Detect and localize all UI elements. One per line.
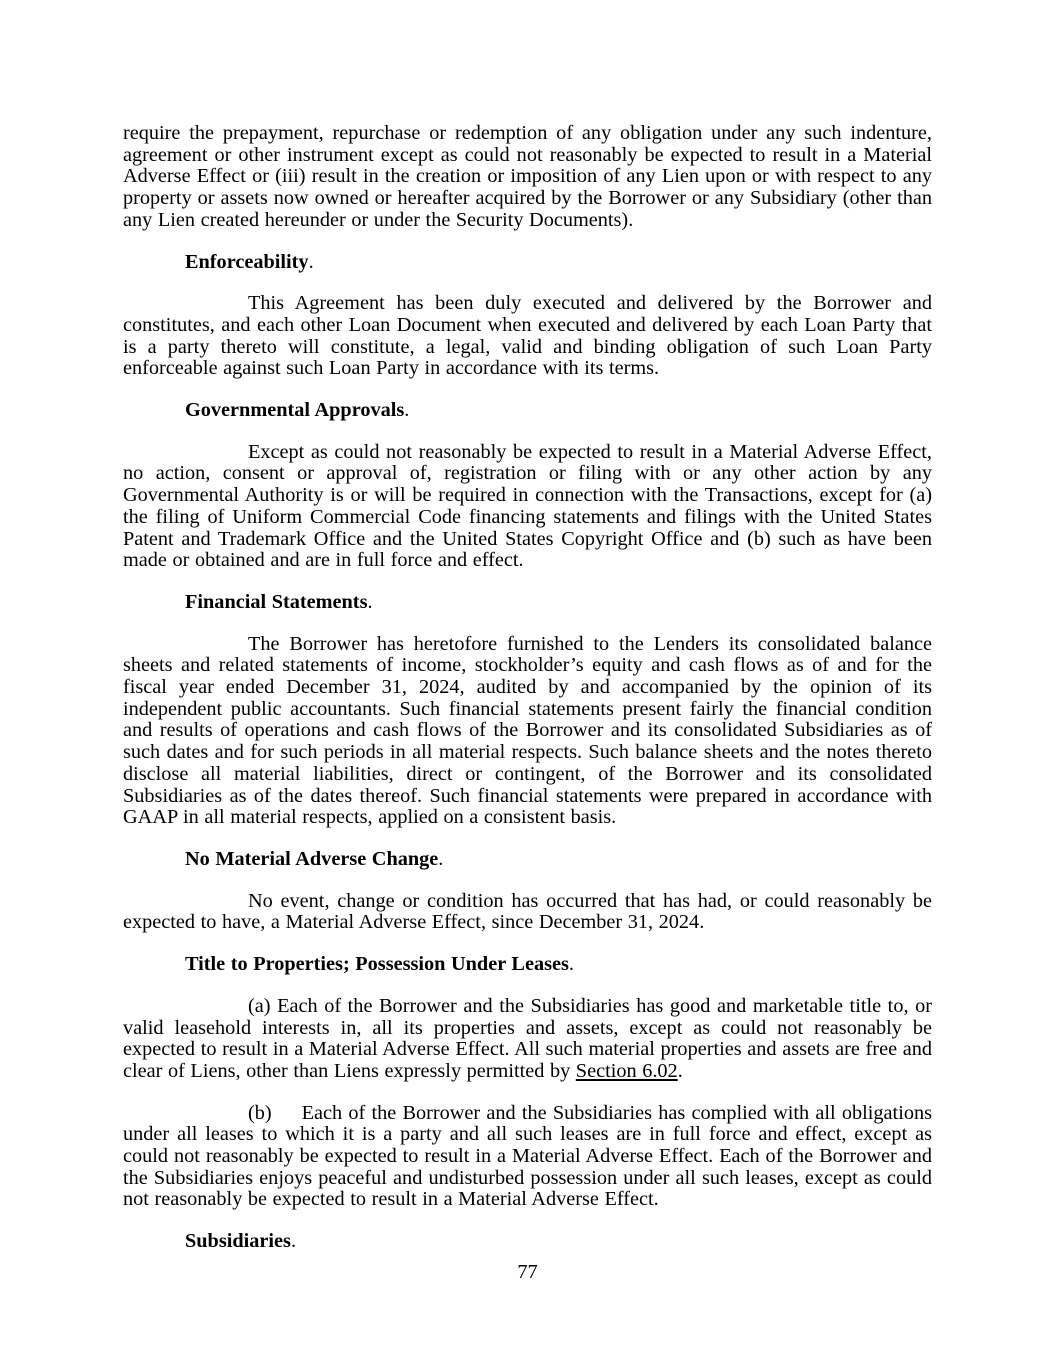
heading-period: . [290,1230,297,1253]
paragraph-no-material-adverse-change: No event, change or condition has occurred that has had, or could reasonably be expected to have, a Material Adverse Effect, since December 31, 2024. [123,889,932,934]
heading-period: . [404,399,410,422]
paragraph-title-to-properties-a [123,996,932,1083]
heading-text: Subsidiaries [185,1230,291,1253]
paragraph-enforceability: This Agreement has been duly executed and delivered by the Borrower and constitutes, and each other Loan Document when executed and delivered by each Loan Party that is a party thereto will constitute, a legal, valid and binding obligation of such Loan Party enforceable against such Loan Party in accordance with its terms. [123,292,932,380]
heading-period: . [308,250,314,273]
heading-text: Financial Statements [185,590,368,613]
clause-a-period: . [677,1059,683,1082]
paragraph-title-to-properties-b [123,1103,932,1212]
heading-financial-statements [123,592,932,614]
heading-enforceability [123,252,932,274]
heading-text: Governmental Approvals [185,399,405,422]
heading-no-material-adverse-change [123,849,932,871]
clause-b-text: Each of the Borrower and the Subsidiaries has complied with all obligations under all leases to which it is a party and all such leases are in full force and effect, except as could not reasonably be expected to result in a Material Adverse Effect. Each of the Borrower and the Subsidiaries enjoys peaceful and undisturbed possession under all such leases, except as could not reasonably be expected to result in a Material Adverse Effect. [123,1101,932,1211]
clause-a-text: (a) Each of the Borrower and the Subsidiaries has good and marketable title to, or valid leasehold interests in, all its properties and assets, except as could not reasonably be expected to result in a Material Adverse Effect. All such material properties and assets are free and clear of Liens, other than Liens expressly permitted by [123,994,932,1082]
paragraph-governmental-approvals: Except as could not reasonably be expected to result in a Material Adverse Effect, no action, consent or approval of, registration or filing with or any other action by any Governmental Authority is or will be required in connection with the Transactions, except for (a) the filing of Uniform Commercial Code financing statements and filings with the United States Patent and Trademark Office and the United States Copyright Office and (b) such as have been made or obtained and are in full force and effect. [123,440,932,572]
paragraph-continuation: require the prepayment, repurchase or redemption of any obligation under any such indenture, agreement or other instrument except as could not reasonably be expected to result in a Material Adverse Effect or (iii) result in the creation or imposition of any Lien upon or with respect to any property or assets now owned or hereafter acquired by the Borrower or any Subsidiary (other than any Lien created hereunder or under the Security Documents). [123,122,932,231]
heading-period: . [367,590,373,613]
heading-governmental-approvals [123,400,932,422]
document-body [123,123,932,1273]
heading-text: Enforceability [185,250,309,273]
heading-subsidiaries [123,1231,932,1253]
section-6-02-reference[interactable]: Section 6.02 [575,1059,678,1082]
heading-text: No Material Adverse Change [185,847,439,870]
clause-b-label: (b) [248,1101,272,1124]
heading-text: Title to Properties; Possession Under Leases [185,953,569,976]
paragraph-financial-statements: The Borrower has heretofore furnished to the Lenders its consolidated balance sheets and related statements of income, stockholder’s equity and cash flows as of and for the fiscal year ended December 31, 2024, audited by and accompanied by the opinion of its independent public accountants. Such financial statements present fairly the financial condition and results of operations and cash flows of the Borrower and its consolidated Subsidiaries as of such dates and for such periods in all material respects. Such balance sheets and the notes thereto disclose all material liabilities, direct or contingent, of the Borrower and its consolidated Subsidiaries as of the dates thereof. Such financial statements were prepared in accordance with GAAP in all material respects, applied on a consistent basis. [123,632,932,829]
heading-period: . [568,953,574,976]
heading-title-to-properties [123,954,932,976]
page-number: 77 [517,1261,538,1283]
heading-period: . [438,847,444,870]
